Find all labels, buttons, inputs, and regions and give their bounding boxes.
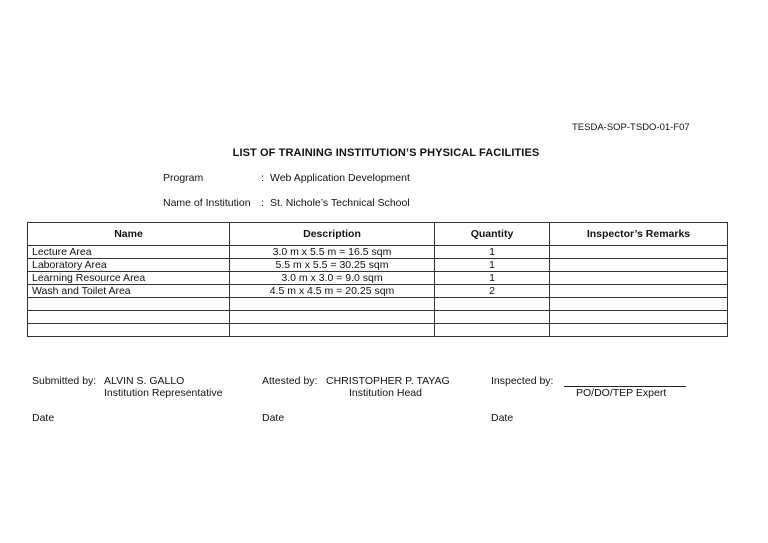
form-code: TESDA-SOP-TSDO-01-F07	[572, 122, 690, 133]
table-header-row	[28, 223, 728, 246]
attested-by-name: CHRISTOPHER P. TAYAG	[326, 375, 450, 387]
cell-description	[230, 324, 435, 337]
cell-remarks	[550, 259, 728, 272]
inspected-by-role: PO/DO/TEP Expert	[576, 387, 667, 399]
cell-description: 3.0 m x 5.5 m = 16.5 sqm	[230, 246, 435, 259]
table-row	[28, 285, 728, 298]
cell-description: 3.0 m x 3.0 = 9.0 sqm	[230, 272, 435, 285]
cell-description	[230, 298, 435, 311]
cell-quantity	[435, 311, 550, 324]
program-value: Web Application Development	[270, 172, 410, 184]
cell-quantity	[435, 298, 550, 311]
program-colon: :	[261, 172, 264, 184]
cell-name	[28, 324, 230, 337]
attested-date-label: Date	[262, 412, 285, 424]
cell-name: Laboratory Area	[28, 259, 230, 272]
cell-remarks	[550, 324, 728, 337]
header-quantity: Quantity	[435, 223, 550, 246]
institution-value: St. Nichole’s Technical School	[270, 197, 410, 209]
table-row-empty	[28, 324, 728, 337]
cell-remarks	[550, 298, 728, 311]
cell-description: 4.5 m x 4.5 m = 20.25 sqm	[230, 285, 435, 298]
cell-name: Learning Resource Area	[28, 272, 230, 285]
inspected-by-label: Inspected by:	[491, 375, 554, 387]
institution-label: Name of Institution	[163, 197, 251, 209]
submitted-by-label: Submitted by:	[32, 375, 97, 387]
table-row-empty	[28, 311, 728, 324]
attested-by-role: Institution Head	[349, 387, 422, 399]
inspected-date-label: Date	[491, 412, 514, 424]
header-name: Name	[28, 223, 230, 246]
cell-quantity: 1	[435, 259, 550, 272]
program-label: Program	[163, 172, 204, 184]
table-row-empty	[28, 298, 728, 311]
table-row	[28, 259, 728, 272]
cell-quantity: 1	[435, 272, 550, 285]
submitted-by-name: ALVIN S. GALLO	[104, 375, 185, 387]
table-row	[28, 246, 728, 259]
cell-quantity	[435, 324, 550, 337]
header-remarks: Inspector’s Remarks	[550, 223, 728, 246]
cell-name: Wash and Toilet Area	[28, 285, 230, 298]
header-description: Description	[230, 223, 435, 246]
cell-description	[230, 311, 435, 324]
institution-colon: :	[261, 197, 264, 209]
cell-quantity: 2	[435, 285, 550, 298]
table-row	[28, 272, 728, 285]
cell-remarks	[550, 272, 728, 285]
cell-remarks	[550, 285, 728, 298]
cell-name: Lecture Area	[28, 246, 230, 259]
document-title: LIST OF TRAINING INSTITUTION’S PHYSICAL FACILITIES	[232, 147, 540, 159]
cell-quantity: 1	[435, 246, 550, 259]
cell-remarks	[550, 311, 728, 324]
cell-description: 5.5 m x 5.5 = 30.25 sqm	[230, 259, 435, 272]
facilities-table	[27, 222, 728, 337]
attested-by-label: Attested by:	[262, 375, 318, 387]
cell-name	[28, 311, 230, 324]
submitted-date-label: Date	[32, 412, 55, 424]
cell-remarks	[550, 246, 728, 259]
cell-name	[28, 298, 230, 311]
submitted-by-role: Institution Representative	[104, 387, 223, 399]
